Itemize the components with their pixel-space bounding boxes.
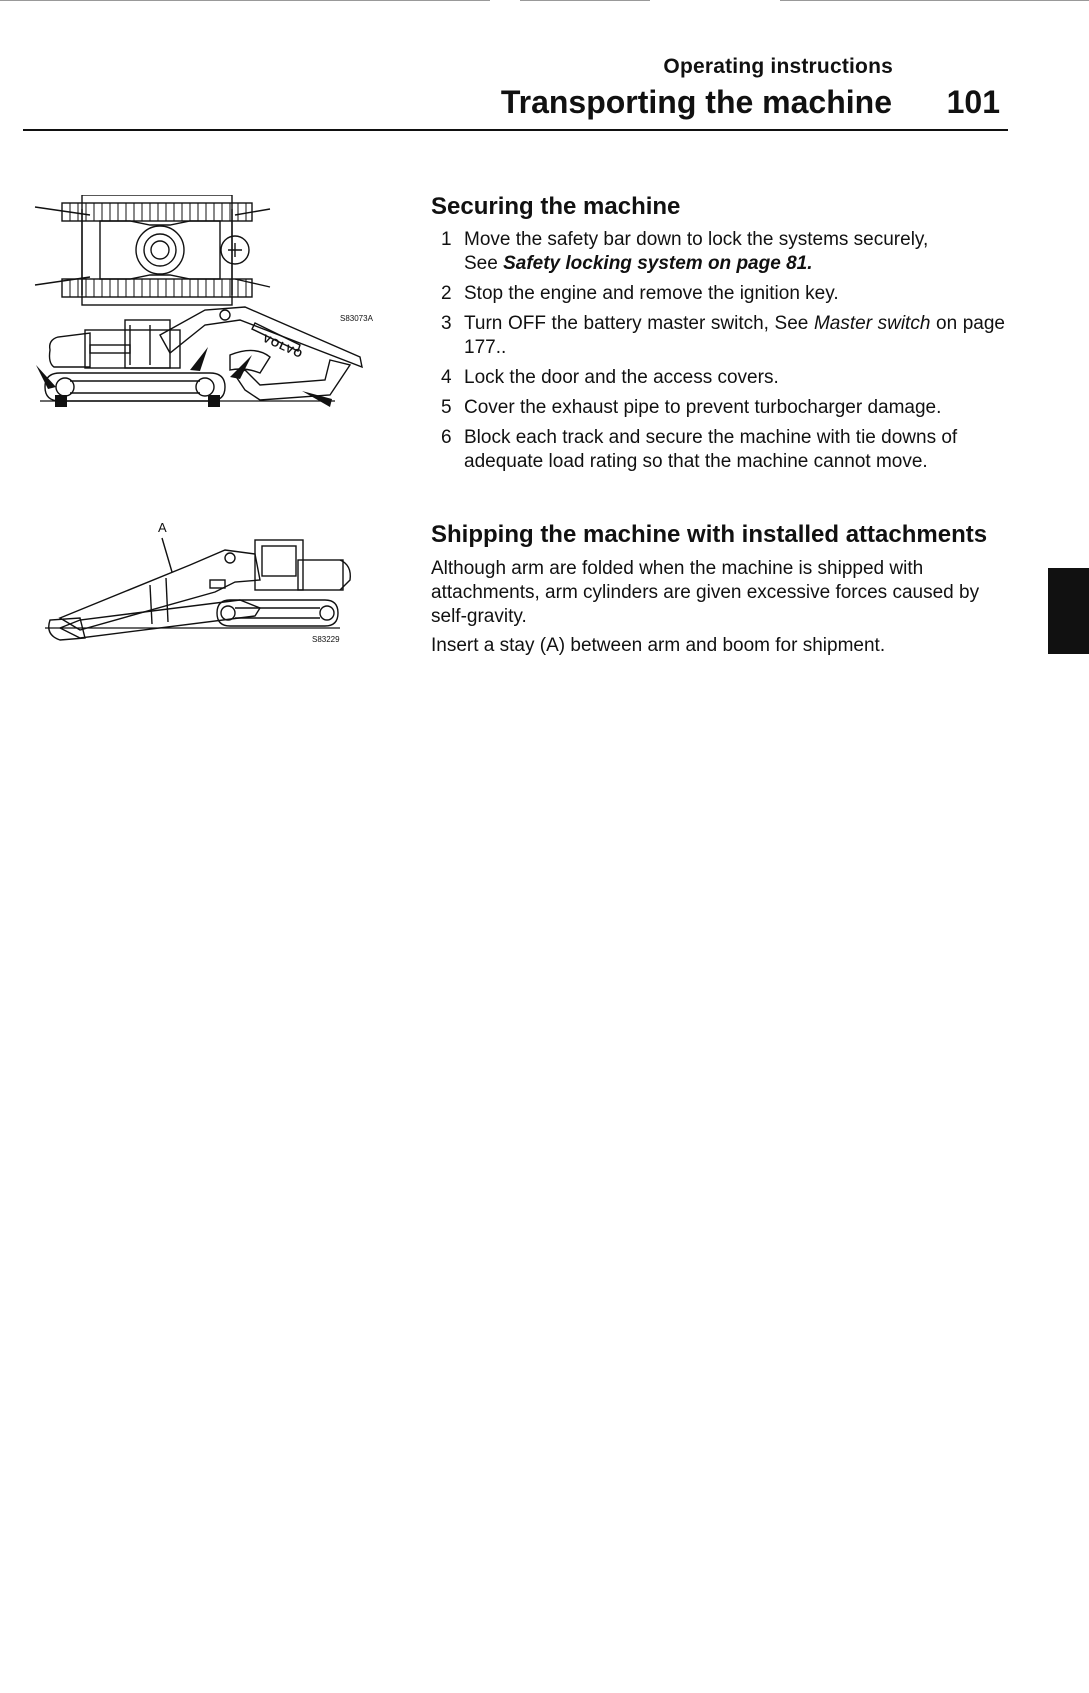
list-item	[431, 396, 1009, 420]
scan-edge-line	[0, 0, 490, 1]
step-number: 3	[441, 313, 452, 334]
step-number: 6	[441, 427, 452, 448]
brand-lettering: VOLVO	[260, 332, 305, 362]
list-item	[431, 312, 1009, 360]
figure-code-label: S83229	[312, 635, 340, 644]
list-item	[431, 366, 1009, 390]
step-text: Cover the exhaust pipe to prevent turbocharger damage.	[464, 397, 942, 418]
cross-reference: Safety locking system on page 81.	[503, 253, 813, 274]
list-item	[431, 282, 1009, 306]
figure-code-label: S83073A	[340, 314, 373, 323]
shipping-paragraph: Although arm are folded when the machine is shipped with attachments, arm cylinders are given excessive forces caused by self-gravity.	[431, 558, 980, 627]
shipping-heading: Shipping the machine with installed attachments	[431, 521, 988, 548]
securing-figure	[30, 195, 410, 455]
page-title: Transporting the machine	[500, 84, 892, 120]
step-text: See	[464, 253, 504, 274]
step-number: 1	[441, 229, 452, 250]
stay-label-a: A	[158, 520, 167, 535]
list-item	[431, 426, 1009, 474]
step-text: Block each track and secure the machine with tie downs of adequate load rating so that the machine cannot move.	[464, 427, 958, 472]
cross-reference: Master switch	[813, 313, 931, 334]
list-item	[431, 228, 1009, 276]
scan-edge-line	[780, 0, 1089, 1]
step-number: 4	[441, 367, 452, 388]
step-text: Move the safety bar down to lock the systems securely,	[464, 229, 929, 250]
securing-heading: Securing the machine	[431, 193, 681, 220]
shipping-figure	[40, 520, 380, 660]
step-text: Stop the engine and remove the ignition key.	[464, 283, 839, 304]
shipping-paragraph: Insert a stay (A) between arm and boom for shipment.	[431, 635, 886, 656]
step-number: 5	[441, 397, 452, 418]
header-rule	[23, 129, 1008, 131]
thumb-index-tab	[1048, 568, 1089, 654]
scan-edge-line	[520, 0, 650, 1]
step-text: Turn OFF the battery master switch, See	[464, 313, 814, 334]
step-number: 2	[441, 283, 452, 304]
step-text: Lock the door and the access covers.	[464, 367, 779, 388]
section-name: Operating instructions	[663, 55, 893, 78]
page-number: 101	[946, 84, 1000, 120]
securing-steps-list	[431, 228, 1009, 480]
step-text: on page 177..	[464, 313, 1005, 358]
